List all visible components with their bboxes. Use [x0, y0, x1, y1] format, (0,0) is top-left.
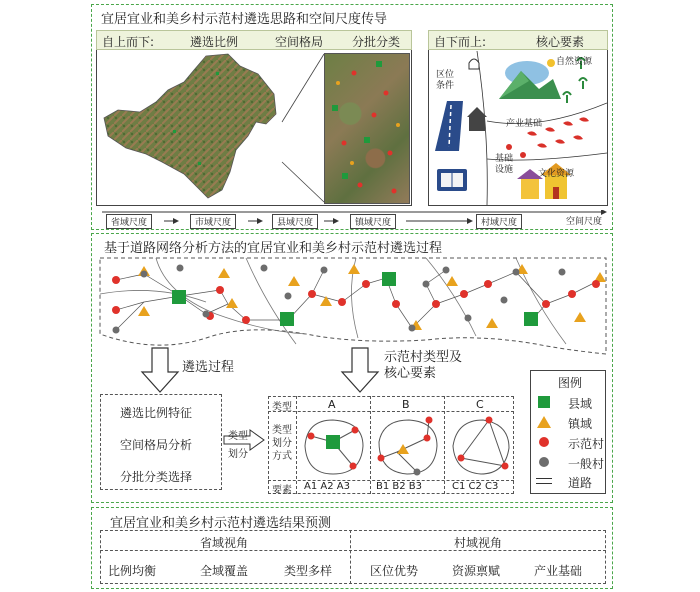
- legend-road: 道路: [568, 476, 593, 490]
- village-item-industry: 产业基础: [534, 564, 583, 578]
- legend-demo-icon: [539, 437, 549, 447]
- label-industry: 产业基础: [506, 119, 543, 129]
- type-divide-label: 类型划分: [228, 431, 248, 460]
- scale-county: 县域尺度: [272, 214, 318, 229]
- section-2-title: 基于道路网络分析方法的宜居宜业和美乡村示范村遴选过程: [104, 241, 443, 256]
- top-down-item-ratio: 遴选比例: [190, 35, 239, 49]
- section-3-title: 宜居宜业和美乡村示范村遴选结果预测: [110, 516, 332, 531]
- legend-title: 图例: [558, 376, 583, 390]
- legend-general-icon: [539, 457, 549, 467]
- types-arrow: [340, 346, 380, 394]
- section-1-title: 宜居宜业和美乡村示范村遴选思路和空间尺度传导: [101, 12, 388, 27]
- scale-town: 镇域尺度: [350, 214, 396, 229]
- type-c: C: [476, 398, 484, 411]
- types-label: 示范村类型及核心要素: [384, 350, 463, 381]
- type-diagrams: [297, 412, 513, 480]
- elements-a: A1 A2 A3: [304, 481, 350, 492]
- province-map: [98, 52, 304, 204]
- legend-town-icon: [537, 416, 551, 428]
- label-culture: 文化资源: [538, 169, 575, 179]
- village-item-resource: 资源禀赋: [452, 564, 501, 578]
- scale-axis-label: 空间尺度: [566, 217, 603, 227]
- legend-road-icon: [536, 478, 552, 484]
- table-row-elements: 要素: [272, 485, 292, 496]
- top-down-direction: 自上而下:: [102, 35, 155, 49]
- elements-b: B1 B2 B3: [376, 481, 423, 492]
- label-nature: 自然资源: [556, 57, 593, 67]
- top-down-item-pattern: 空间格局: [275, 35, 324, 49]
- village-view: 村域视角: [454, 536, 503, 550]
- prediction-row-line: [100, 550, 606, 551]
- legend-general: 一般村: [568, 457, 605, 471]
- prediction-table: [100, 530, 606, 584]
- prediction-col-line: [350, 530, 351, 584]
- top-down-item-batch: 分批分类: [352, 35, 401, 49]
- province-item-coverage: 全域覆盖: [200, 564, 249, 578]
- zoom-connector: [280, 52, 326, 206]
- process-label: 遴选过程: [182, 360, 235, 375]
- type-a: A: [328, 398, 336, 411]
- step-ratio: 遴选比例特征: [120, 406, 193, 420]
- legend-demo: 示范村: [568, 437, 605, 451]
- label-location: 区位条件: [436, 70, 455, 91]
- village-item-location: 区位优势: [370, 564, 419, 578]
- scale-village: 村域尺度: [476, 214, 522, 229]
- scale-city: 市域尺度: [190, 214, 236, 229]
- province-view: 省域视角: [200, 536, 249, 550]
- step-pattern: 空间格局分析: [120, 438, 193, 452]
- table-row-type: 类型: [272, 402, 292, 413]
- step-select: 分批分类选择: [120, 470, 193, 484]
- process-arrow: [140, 346, 180, 394]
- scale-province: 省域尺度: [106, 214, 152, 229]
- legend-county-icon: [538, 396, 550, 408]
- table-row-method: 类型划分方式: [272, 425, 292, 462]
- bottom-up-item: 核心要素: [536, 35, 585, 49]
- label-infra: 基础设施: [495, 154, 514, 175]
- elements-c: C1 C2 C3: [452, 481, 499, 492]
- province-item-balance: 比例均衡: [108, 564, 157, 578]
- type-b: B: [402, 398, 410, 411]
- legend-county: 县域: [568, 397, 593, 411]
- province-item-diversity: 类型多样: [284, 564, 333, 578]
- satellite-markers: [324, 53, 410, 204]
- bottom-up-direction: 自下而上:: [434, 35, 487, 49]
- legend-town: 镇域: [568, 417, 593, 431]
